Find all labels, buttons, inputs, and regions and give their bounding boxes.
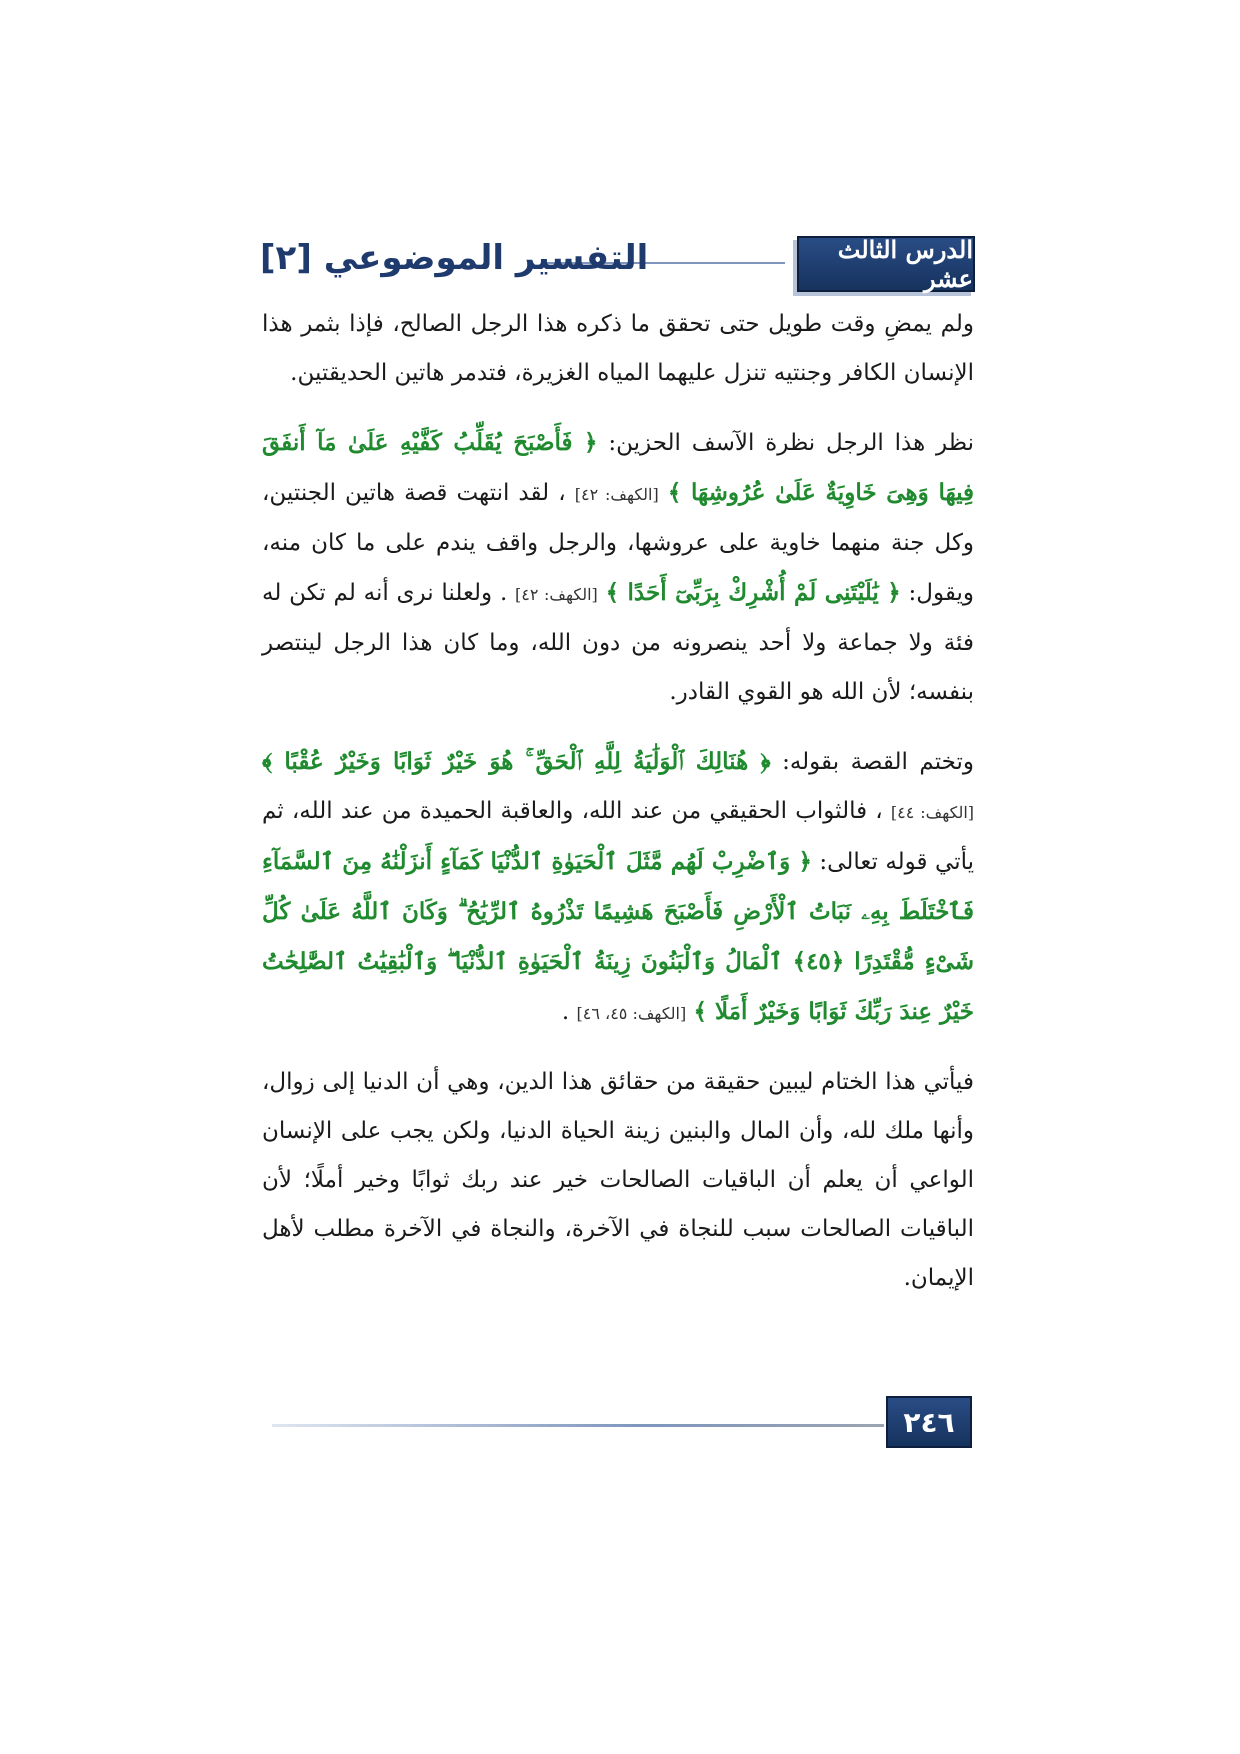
verse-reference: [الكهف: ٤٢] bbox=[515, 585, 598, 604]
verse-reference: [الكهف: ٤٢] bbox=[574, 485, 659, 504]
paragraph-text: وتختم القصة بقوله: bbox=[770, 749, 974, 775]
quran-verse: ﴿ وَٱضْرِبْ لَهُم مَّثَلَ ٱلْحَيَوٰةِ ٱلدُّنْيَا كَمَآءٍ أَنزَلْنَٰهُ مِنَ ٱلسَّمَآءِ فَٱخْتَلَطَ بِهِۦ نَبَاتُ ٱلْأَرْضِ فَأَصْبَحَ هَشِيمًا تَذْرُوهُ ٱلرِّيَٰحُ ۗ وَكَانَ ٱللَّهُ عَلَىٰ كُلِّ شَىْءٍ مُّقْتَدِرًا ﴿٤٥﴾ ٱلْمَالُ وَٱلْبَنُونَ زِينَةُ ٱلْحَيَوٰةِ ٱلدُّنْيَا ۖ وَٱلْبَٰقِيَٰتُ ٱلصَّٰلِحَٰتُ خَيْرٌ عِندَ رَبِّكَ ثَوَابًا وَخَيْرٌ أَمَلًا ﴾ bbox=[262, 848, 974, 1025]
paragraph-3 bbox=[262, 737, 974, 1038]
lesson-label: الدرس الثالث عشر bbox=[837, 235, 973, 293]
quran-verse: ﴿ هُنَالِكَ ٱلْوَلَٰيَةُ لِلَّهِ ٱلْحَقِّ ۚ هُوَ خَيْرٌ ثَوَابًا وَخَيْرٌ عُقْبًا ﴾ bbox=[262, 748, 771, 775]
paragraph-text: . bbox=[561, 999, 570, 1025]
page-header bbox=[260, 236, 975, 292]
paragraph-text: ، فالثواب الحقيقي من عند الله، والعاقبة الحميدة من عند الله، ثم يأتي قوله تعالى: bbox=[262, 798, 974, 875]
verse-reference: [الكهف: ٤٤] bbox=[890, 803, 975, 822]
page-footer bbox=[272, 1396, 972, 1448]
page-number: ٢٤٦ bbox=[903, 1405, 955, 1439]
page-content bbox=[262, 300, 974, 1323]
quran-verse: ﴿ يَٰلَيْتَنِى لَمْ أُشْرِكْ بِرَبِّىٓ أَحَدًا ﴾ bbox=[605, 579, 901, 606]
book-title: التفسير الموضوعي [٢] bbox=[260, 238, 649, 278]
lesson-label-box bbox=[797, 236, 975, 292]
paragraph-2 bbox=[262, 418, 974, 717]
page-number-box bbox=[886, 1396, 972, 1448]
footer-divider bbox=[272, 1424, 884, 1427]
paragraph-text: ولم يمضِ وقت طويل حتى تحقق ما ذكره هذا الرجل الصالح، فإذا بثمر هذا الإنسان الكافر وجنتيه تنزل عليهما المياه الغزيرة، فتدمر هاتين الحديقتين. bbox=[262, 311, 974, 386]
paragraph-text: ، لقد انتهت قصة هاتين الجنتين، وكل جنة منهما خاوية على عروشها، والرجل واقف يندم على ما كان منه، ويقول: bbox=[262, 480, 975, 606]
paragraph-text: فيأتي هذا الختام ليبين حقيقة من حقائق هذا الدين، وهي أن الدنيا إلى زوال، وأنها ملك لله، وأن المال والبنين زينة الحياة الدنيا، ولكن يجب على الإنسان الواعي أن يعلم أن الباقيات الصالحات خير عند ربك ثوابًا وخير أملًا؛ لأن الباقيات الصالحات سبب للنجاة في الآخرة، والنجاة في الآخرة مطلب لأهل الإيمان. bbox=[262, 1069, 974, 1291]
quran-verse: ﴿ فَأَصْبَحَ يُقَلِّبُ كَفَّيْهِ عَلَىٰ مَآ أَنفَقَ فِيهَا وَهِىَ خَاوِيَةٌ عَلَىٰ عُرُوشِهَا ﴾ bbox=[262, 429, 975, 506]
paragraph-text: . ولعلنا نرى أنه لم تكن له فئة ولا جماعة ولا أحد ينصرونه من دون الله، وما كان هذا الرجل لينتصر بنفسه؛ لأن الله هو القوي القادر. bbox=[262, 580, 974, 705]
paragraph-text: نظر هذا الرجل نظرة الآسف الحزين: bbox=[597, 430, 974, 456]
verse-reference: [الكهف: ٤٥، ٤٦] bbox=[576, 1004, 687, 1023]
paragraph-4 bbox=[262, 1058, 974, 1303]
paragraph-1 bbox=[262, 300, 974, 398]
